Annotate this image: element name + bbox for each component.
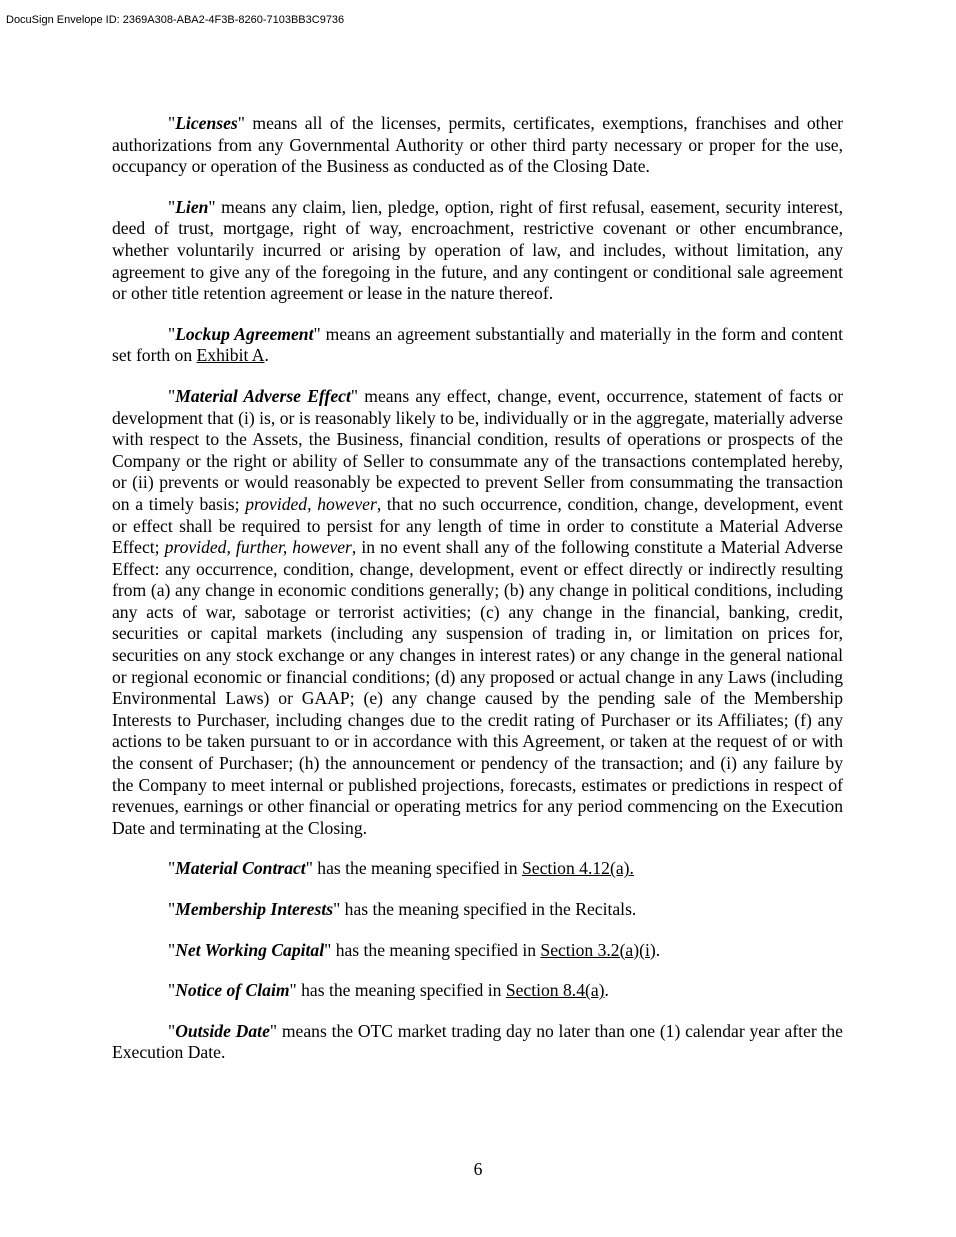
defined-term: Membership Interests bbox=[175, 899, 334, 919]
defined-term: Lien bbox=[175, 196, 209, 217]
definition-text: , that no such occurrence, condition, change, development, event or effect shall be required to persist for any length of time in order to constitute a Material Adverse Effect; bbox=[112, 493, 843, 558]
definition-lien bbox=[112, 197, 843, 305]
definition-text: " has the meaning specified in bbox=[289, 980, 506, 1001]
definition-notice-of-claim bbox=[112, 980, 843, 1002]
definition-net-working-capital bbox=[112, 940, 843, 962]
quote: " bbox=[168, 939, 176, 960]
definition-tail: . bbox=[604, 980, 609, 1001]
defined-term: Notice of Claim bbox=[175, 980, 290, 1001]
definition-text: " has the meaning specified in bbox=[305, 858, 522, 879]
definition-text: " means all of the licenses, permits, certificates, exemptions, franchises and other authorizations from any Governmental Authority or other third party necessary or proper for the use, occupancy or operation of the Business as conducted as of the Closing Date. bbox=[112, 113, 843, 177]
definition-tail: . bbox=[264, 345, 269, 366]
defined-term: Net Working Capital bbox=[175, 939, 325, 960]
defined-term: Material Contract bbox=[175, 858, 306, 879]
defined-term: Licenses bbox=[175, 113, 238, 133]
definition-lockup-agreement bbox=[112, 324, 843, 367]
definition-text: , in no event shall any of the following constitute a Material Adverse Effect: any occurrence, condition, change, development, event or effect directly or indirectly resulting from (a) any change in economic conditions generally; (b) any change in political conditions, including any acts of war, sabotage or terrorist activities; (c) any change in the financial, banking, credit, securities or capital markets (including any suspension of trading in, or limitation on prices for, securities on any stock exchange or any changes in interest rates) or any change in the general national or regional economic or financial conditions; (d) any proposed or actual change in any Laws (including Environmental Laws) or GAAP; (e) any change caused by the pending sale of the Membership Interests to Purchaser, including changes due to the credit rating of Purchaser or its Affiliates; (f) any actions to be taken pursuant to or in accordance with this Agreement, or taken at the request of or with the consent of Purchaser; (h) the announcement or pendency of the transaction; and (i) any failure by the Company to meet internal or published projections, forecasts, estimates or predictions in respect of revenues, earnings or other financial or operating metrics for any period commencing on the Execution Date and terminating at the Closing. bbox=[112, 537, 843, 838]
definition-text: " means the OTC market trading day no later than one (1) calendar year after the Execution Date. bbox=[112, 1020, 843, 1063]
cross-reference-link[interactable]: Section 3.2(a)(i) bbox=[540, 939, 656, 960]
quote: " bbox=[168, 113, 176, 133]
definition-membership-interests bbox=[112, 899, 843, 921]
document-body bbox=[112, 113, 843, 1083]
quote: " bbox=[168, 196, 176, 217]
defined-term: Lockup Agreement bbox=[175, 323, 314, 344]
docusign-envelope-id: DocuSign Envelope ID: 2369A308-ABA2-4F3B-8260-7103BB3C9736 bbox=[6, 14, 345, 26]
quote: " bbox=[168, 980, 176, 1001]
proviso: provided, further, however bbox=[164, 537, 352, 558]
definition-material-adverse-effect bbox=[112, 386, 843, 839]
definition-text: " means an agreement substantially and materially in the form and content set forth on bbox=[112, 323, 844, 366]
definition-text: " has the meaning specified in the Recitals. bbox=[333, 899, 637, 919]
quote: " bbox=[168, 858, 176, 879]
quote: " bbox=[168, 899, 176, 919]
definition-material-contract bbox=[112, 858, 843, 880]
quote: " bbox=[168, 385, 176, 406]
definition-outside-date bbox=[112, 1021, 843, 1064]
cross-reference-link[interactable]: Section 4.12(a). bbox=[522, 858, 634, 879]
definition-tail: . bbox=[655, 939, 661, 960]
definition-text: " means any effect, change, event, occurrence, statement of facts or development that (i) is, or is reasonably likely to be, individually or in the aggregate, materially adverse with respect to the Assets, the Business, financial condition, results of operations or prospects of the Company or the right or ability of Seller to consummate any of the transactions contemplated hereby, or (ii) prevents or would reasonably be expected to prevent Seller from consummating the transaction on a timely basis; bbox=[112, 385, 843, 514]
defined-term: Material Adverse Effect bbox=[175, 385, 351, 406]
proviso: provided, however bbox=[245, 493, 377, 514]
defined-term: Outside Date bbox=[175, 1020, 270, 1041]
quote: " bbox=[168, 323, 176, 344]
page-number: 6 bbox=[473, 1159, 483, 1179]
definition-text: " has the meaning specified in bbox=[324, 939, 541, 960]
definition-licenses bbox=[112, 113, 843, 178]
definition-text: " means any claim, lien, pledge, option, right of first refusal, easement, security interest, deed of trust, mortgage, right of way, encroachment, restrictive covenant or other encumbrance, whether voluntarily incurred or arising by operation of law, and includes, without limitation, any agreement to give any of the foregoing in the future, and any contingent or conditional sale agreement or other title retention agreement or lease in the nature thereof. bbox=[112, 196, 843, 304]
cross-reference-link[interactable]: Exhibit A bbox=[196, 345, 265, 366]
quote: " bbox=[168, 1020, 176, 1041]
cross-reference-link[interactable]: Section 8.4(a) bbox=[505, 980, 605, 1001]
